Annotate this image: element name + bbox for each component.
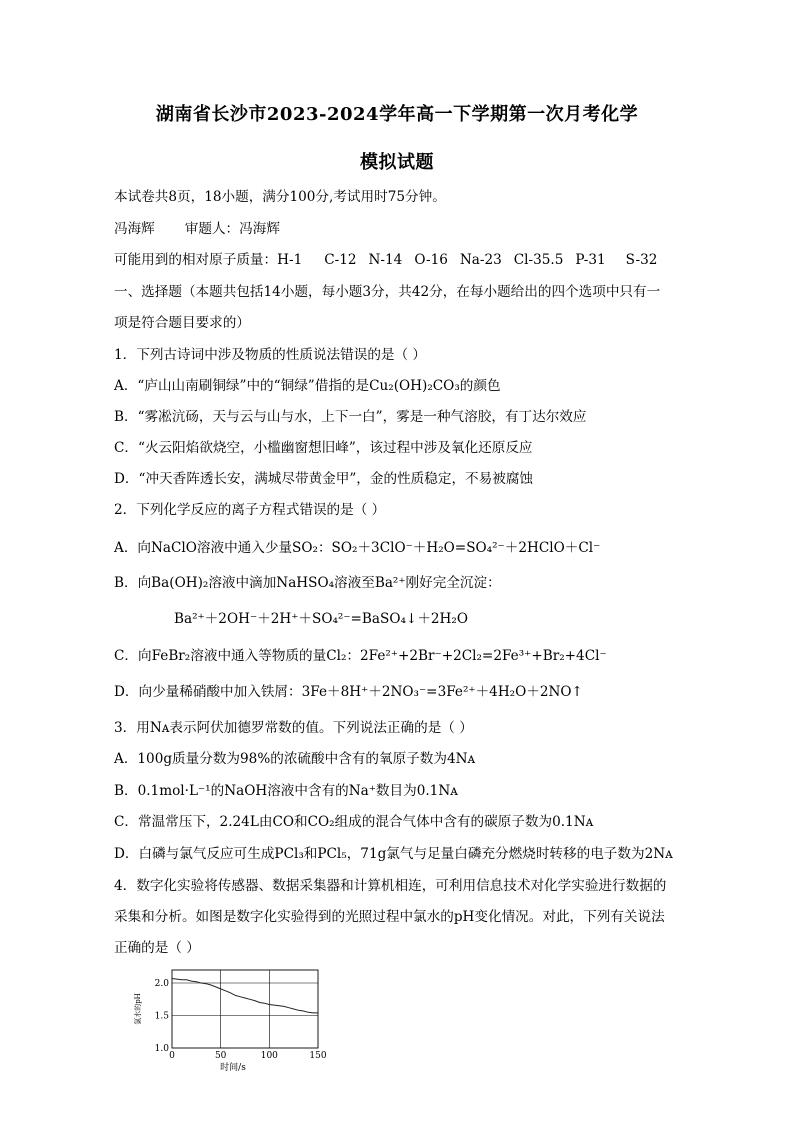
x-axis-label: 时间/s [220,1063,246,1073]
question-1-option-b: B．“雾凇沆砀，天与云与山与水，上下一白”，雾是一种气溶胶，有丁达尔效应 [114,409,587,425]
atomic-mass-p: P-31 [575,252,606,268]
section-heading-line1: 一、选择题（本题共包括14小题，每小题3分，共42分，在每小题给出的四个选项中只有一 [114,284,661,300]
question-4-stem-line2: 采集和分析。如图是数字化实验得到的光照过程中氯水的pH变化情况。对此，下列有关说法 [114,909,665,925]
question-4-stem-line3: 正确的是（ ） [114,940,200,956]
y-tick-label: 1.5 [154,1011,169,1022]
atomic-mass-h: 可能用到的相对原子质量：H-1 [114,252,303,268]
atomic-mass-c: C-12 [324,252,357,268]
question-2-option-c: C．向FeBr₂溶液中通入等物质的量Cl₂：2Fe²⁺+2Br⁻+2Cl₂=2Fe³⁺+Br₂+4Cl⁻ [114,648,607,664]
author-name: 冯海辉 [114,221,155,237]
x-tick-label: 0 [169,1051,175,1061]
atomic-mass-na: Na-23 [459,252,502,268]
question-2-option-b-equation: Ba²⁺＋2OH⁻＋2H⁺＋SO₄²⁻=BaSO₄↓＋2H₂O [174,611,469,627]
exam-title-line1: 湖南省长沙市2023-2024学年高一下学期第一次月考化学 [155,104,639,125]
question-1-option-d: D．“冲天香阵透长安，满城尽带黄金甲”，金的性质稳定，不易被腐蚀 [114,471,534,487]
section-heading-line2: 项是符合题目要求的） [114,315,250,331]
ph-series-line [172,979,318,1013]
question-1-option-a: A．“庐山山南刷铜绿”中的“铜绿”借指的是Cu₂(OH)₂CO₃的颜色 [114,378,501,394]
question-2-option-d: D．向少量稀硝酸中加入铁屑：3Fe＋8H⁺＋2NO₃⁻=3Fe²⁺＋4H₂O＋2NO↑ [114,684,583,700]
ph-change-chart [128,962,338,1082]
question-3-option-c: C．常温常压下，2.24L由CO和CO₂组成的混合气体中含有的碳原子数为0.1Nᴀ [114,814,594,830]
question-3-option-d: D．白磷与氯气反应可生成PCl₃和PCl₅，71g氯气与足量白磷充分燃烧时转移的电子数为2Nᴀ [114,846,673,862]
author-line [114,217,280,237]
x-tick-label: 50 [214,1051,227,1061]
question-1-stem: 1．下列古诗词中涉及物质的性质说法错误的是（ ） [114,347,427,363]
x-tick-label: 100 [260,1051,278,1061]
question-2-option-b: B．向Ba(OH)₂溶液中滴加NaHSO₄溶液至Ba²⁺刚好完全沉淀： [114,575,501,591]
y-axis-label: 氯水的pH [134,993,142,1025]
question-2-option-a: A．向NaClO溶液中通入少量SO₂：SO₂＋3ClO⁻＋H₂O=SO₄²⁻＋2HClO＋Cl⁻ [114,540,601,556]
reviewer-name: 审题人：冯海辉 [184,221,280,237]
y-tick-label: 2.0 [154,979,169,989]
question-3-stem: 3．用Nᴀ表示阿伏加德罗常数的值。下列说法正确的是（ ） [114,720,473,736]
question-4-stem-line1: 4．数字化实验将传感器、数据采集器和计算机相连，可利用信息技术对化学实验进行数据的 [114,878,667,894]
question-3-option-a: A．100g质量分数为98%的浓硫酸中含有的氧原子数为4Nᴀ [114,751,476,767]
question-3-option-b: B．0.1mol·L⁻¹的NaOH溶液中含有的Na⁺数目为0.1Nᴀ [114,783,458,799]
atomic-masses [114,248,657,268]
y-tick-label: 1.0 [154,1044,169,1054]
atomic-mass-n: N-14 [368,252,403,268]
atomic-mass-s: S-32 [625,252,658,268]
question-2-stem: 2．下列化学反应的离子方程式错误的是（ ） [114,502,386,518]
atomic-mass-cl: Cl-35.5 [513,252,564,268]
question-1-option-c: C．“火云阳焰欲烧空，小槛幽窗想旧峰”，该过程中涉及氧化还原反应 [114,440,533,456]
exam-title-line2: 模拟试题 [360,152,434,173]
x-tick-label: 150 [309,1051,327,1061]
atomic-mass-o: O-16 [414,252,448,268]
exam-info: 本试卷共8页，18小题，满分100分,考试用时75分钟。 [114,189,446,205]
